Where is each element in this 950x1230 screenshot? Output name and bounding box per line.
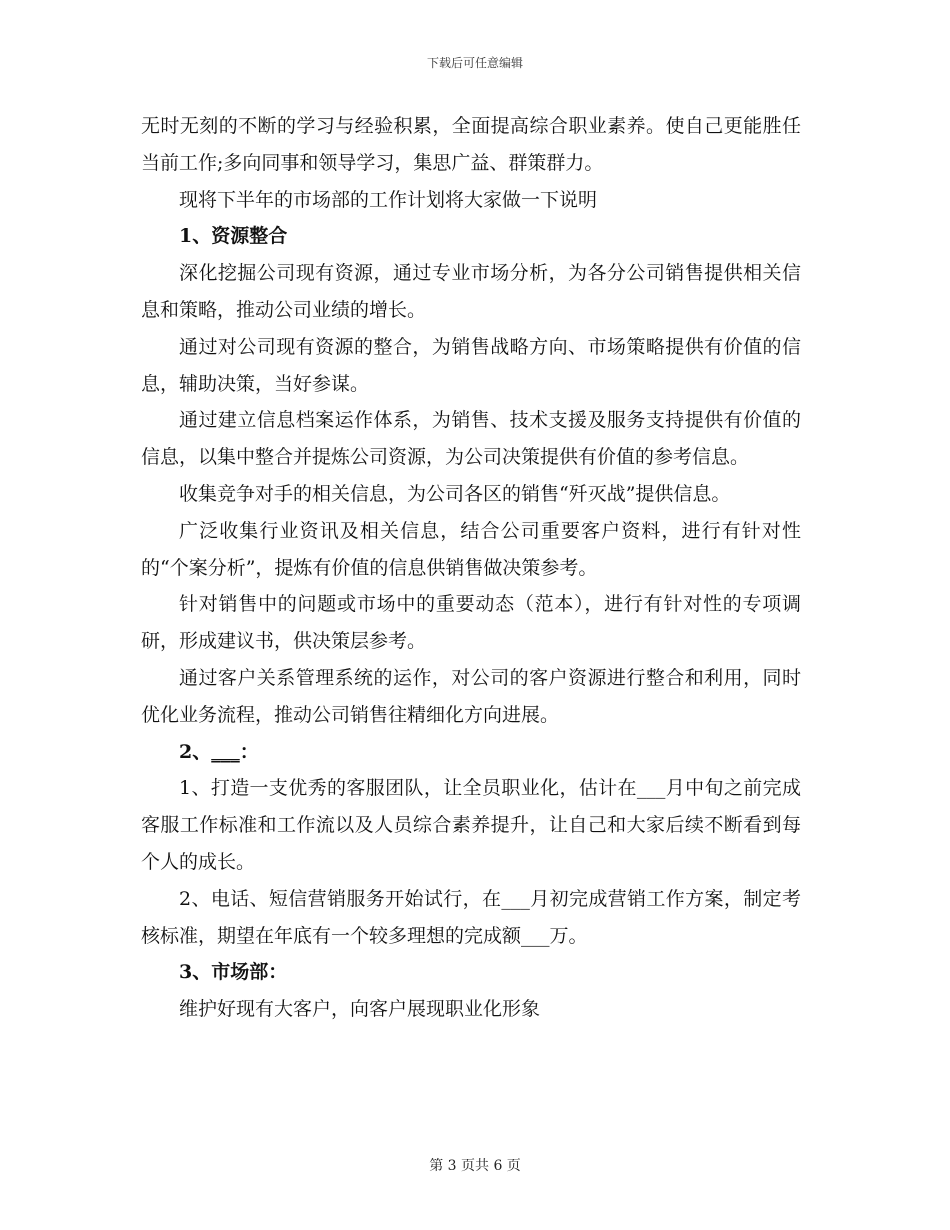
paragraph: 通过对公司现有资源的整合，为销售战略方向、市场策略提供有价值的信息，辅助决策，当好参谋。 [141, 335, 801, 395]
paragraph: 现将下半年的市场部的工作计划将大家做一下说明 [179, 188, 598, 211]
paragraph: 广泛收集行业资讯及相关信息，结合公司重要客户资料，进行有针对性的“个案分析”，提炼有价值的信息供销售做决策参考。 [141, 519, 801, 579]
heading-blank: ___ [211, 740, 240, 763]
section-heading: 3、市场部： [179, 961, 288, 984]
heading-colon: ： [239, 740, 259, 763]
page-footer: 第 3 页共 6 页 [429, 1158, 521, 1174]
list-item: 2、电话、短信营销服务开始试行，在___月初完成营销工作方案，制定考核标准，期望在年底有一个较多理想的完成额___万。 [141, 887, 801, 947]
paragraph: 通过建立信息档案运作体系，为销售、技术支援及服务支持提供有价值的信息，以集中整合并提炼公司资源，为公司决策提供有价值的参考信息。 [141, 409, 801, 469]
heading-number: 2、 [179, 740, 212, 763]
paragraph: 深化挖掘公司现有资源，通过专业市场分析，为各分公司销售提供相关信息和策略，推动公司业绩的增长。 [141, 262, 801, 321]
paragraph: 针对销售中的问题或市场中的重要动态（范本），进行有针对性的专项调研，形成建议书，供决策层参考。 [141, 593, 801, 653]
document-body [141, 108, 801, 1028]
list-item: 1、打造一支优秀的客服团队，让全员职业化，估计在___月中旬之前完成客服工作标准和工作流以及人员综合素养提升，让自己和大家后续不断看到每个人的成长。 [141, 777, 801, 873]
paragraph: 无时无刻的不断的学习与经验积累，全面提高综合职业素养。使自己更能胜任当前工作;多向同事和领导学习，集思广益、群策群力。 [141, 115, 801, 174]
section-heading [141, 734, 801, 771]
paragraph: 收集竞争对手的相关信息，为公司各区的销售“歼灭战”提供信息。 [179, 482, 731, 505]
paragraph: 通过客户关系管理系统的运作，对公司的客户资源进行整合和利用，同时优化业务流程，推动公司销售往精细化方向进展。 [141, 666, 801, 726]
section-heading: 1、资源整合 [179, 225, 288, 248]
paragraph: 维护好现有大客户，向客户展现职业化形象 [179, 998, 541, 1021]
page-header: 下载后可任意编辑 [426, 56, 523, 70]
